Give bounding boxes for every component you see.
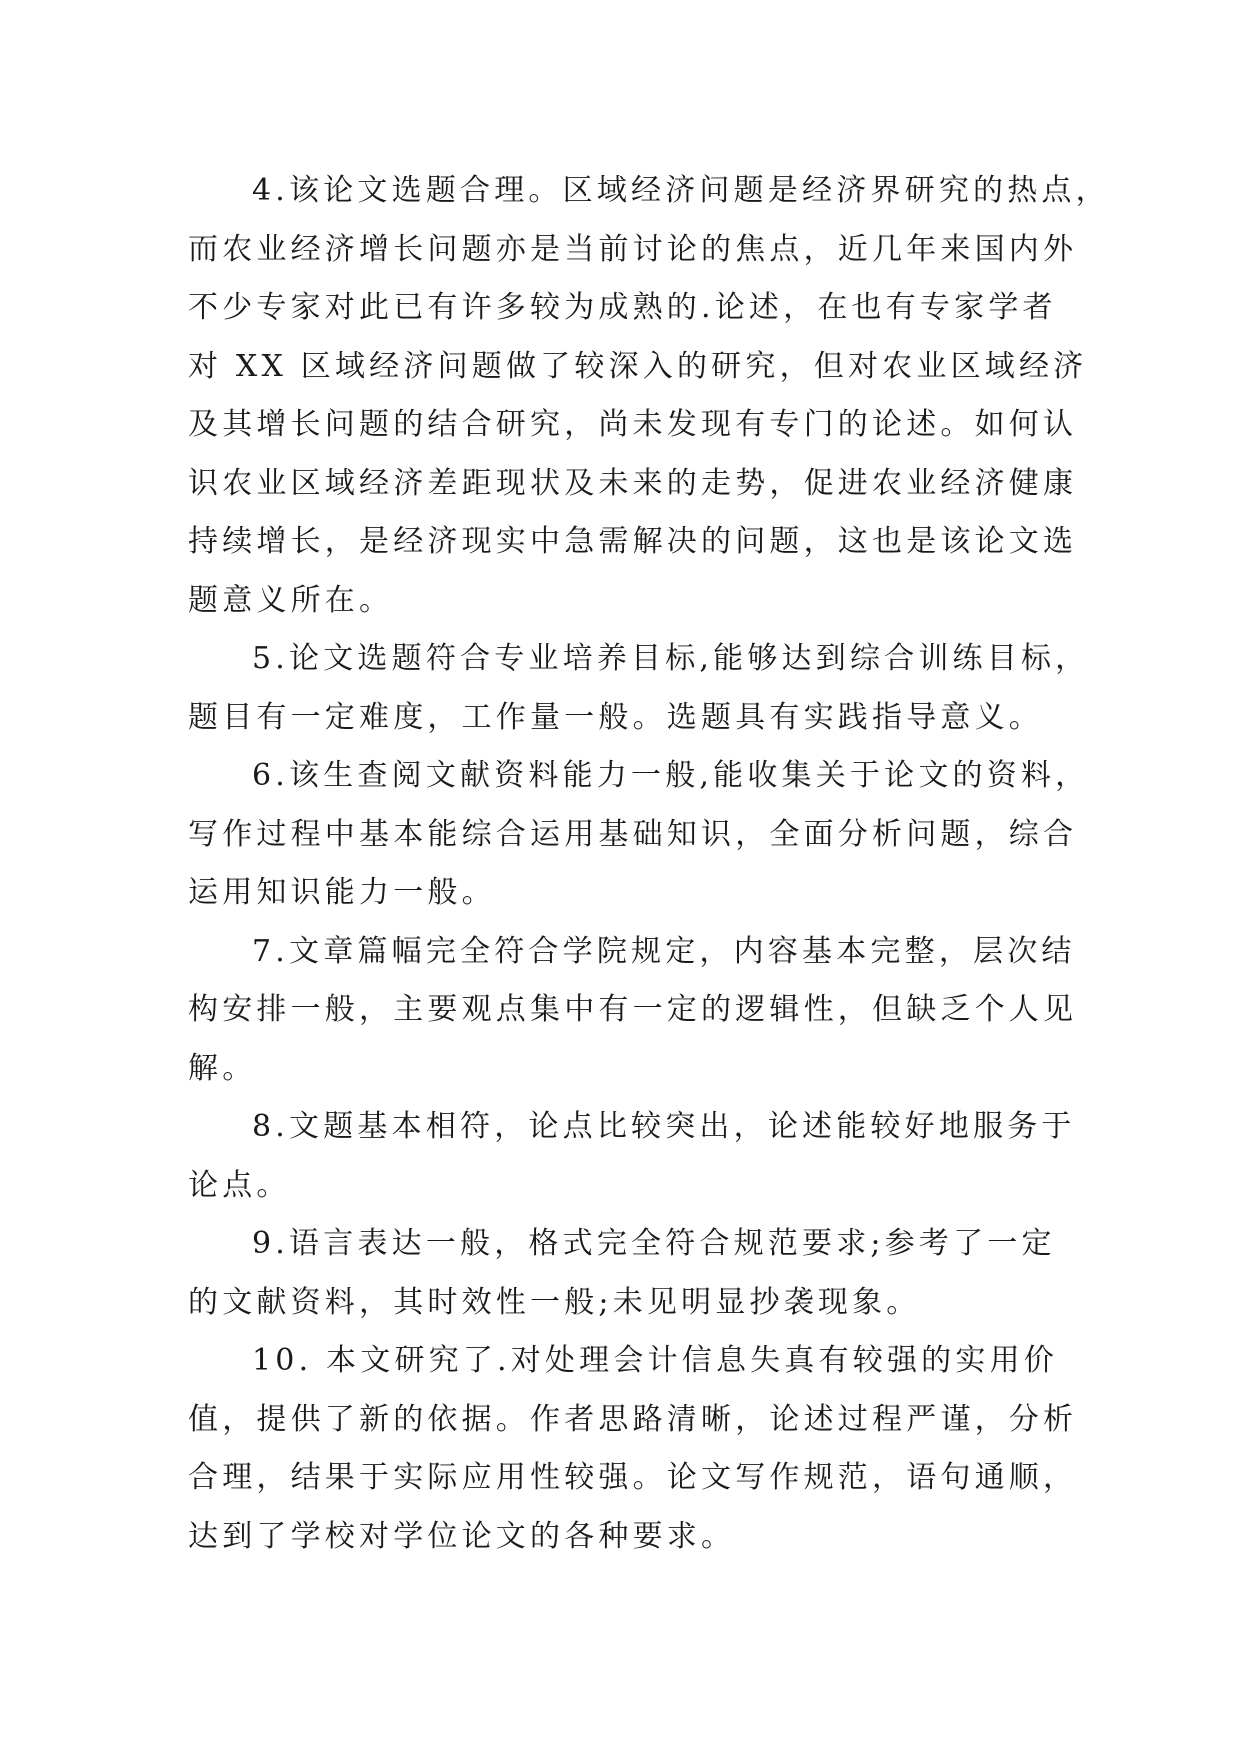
paragraph-item-6 xyxy=(188,747,1090,923)
paragraph-line: 识农业区域经济差距现状及未来的走势，促进农业经济健康 xyxy=(188,465,1078,501)
paragraph-line: 持续增长，是经济现实中急需解决的问题，这也是该论文选 xyxy=(188,524,1078,559)
paragraph-line: 达到了学校对学位论文的各种要求。 xyxy=(188,1518,736,1554)
paragraph-line: 不少专家对此已有许多较为成熟的.论述，在也有专家学者 xyxy=(188,290,1057,325)
paragraph-line: 5.论文选题符合专业培养目标,能够达到综合训练目标， xyxy=(252,641,1090,676)
paragraph-line: 4.该论文选题合理。区域经济问题是经济界研究的热点， xyxy=(252,173,1110,208)
paragraph-line: 7.文章篇幅完全符合学院规定，内容基本完整，层次结 xyxy=(252,933,1076,969)
paragraph-item-10 xyxy=(188,1332,1078,1566)
paragraph-line: 的文献资料，其时效性一般;未见明显抄袭现象。 xyxy=(188,1284,921,1320)
paragraph-line: 运用知识能力一般。 xyxy=(188,875,496,910)
paragraph-line: 题目有一定难度，工作量一般。选题具有实践指导意义。 xyxy=(188,699,1043,735)
paragraph-item-7 xyxy=(188,923,1078,1099)
paragraph-line: 解。 xyxy=(188,1050,257,1086)
paragraph-line: 对 XX 区域经济问题做了较深入的研究，但对农业区域经济 xyxy=(188,348,1088,384)
paragraph-line: 值，提供了新的依据。作者思路清晰，论述过程严谨，分析 xyxy=(188,1401,1078,1437)
paragraph-line: 论点。 xyxy=(188,1167,291,1203)
paragraph-line: 题意义所在。 xyxy=(188,582,394,618)
paragraph-line: 10. 本文研究了.对处理会计信息失真有较强的实用价 xyxy=(252,1343,1058,1378)
paragraph-line: 构安排一般，主要观点集中有一定的逻辑性，但缺乏个人见 xyxy=(188,992,1078,1027)
paragraph-line: 而农业经济增长问题亦是当前讨论的焦点，近几年来国内外 xyxy=(188,231,1078,267)
paragraph-line: 合理，结果于实际应用性较强。论文写作规范，语句通顺， xyxy=(188,1460,1078,1495)
paragraph-item-8 xyxy=(188,1098,1076,1215)
document-body xyxy=(188,162,1110,1566)
paragraph-line: 及其增长问题的结合研究，尚未发现有专门的论述。如何认 xyxy=(188,407,1078,442)
paragraph-line: 写作过程中基本能综合运用基础知识，全面分析问题，综合 xyxy=(188,816,1078,852)
paragraph-item-5 xyxy=(188,630,1090,747)
paragraph-line: 9.语言表达一般，格式完全符合规范要求;参考了一定 xyxy=(252,1226,1056,1261)
paragraph-item-4 xyxy=(188,162,1110,630)
paragraph-line: 8.文题基本相符，论点比较突出，论述能较好地服务于 xyxy=(252,1109,1076,1144)
paragraph-line: 6.该生查阅文献资料能力一般,能收集关于论文的资料， xyxy=(252,758,1090,793)
paragraph-item-9 xyxy=(188,1215,1068,1332)
